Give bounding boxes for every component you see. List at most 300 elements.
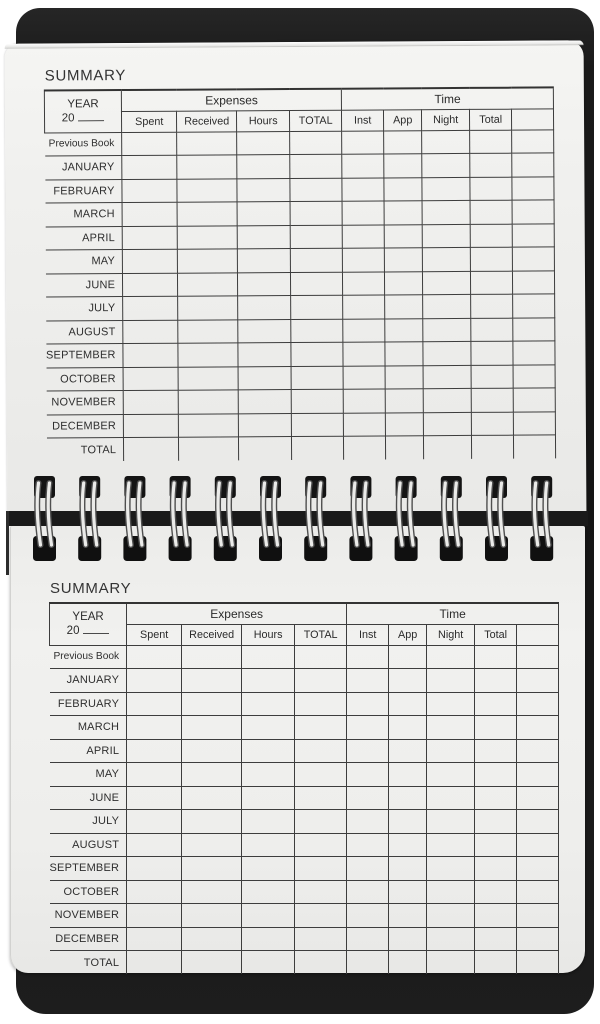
year-prefix: 20: [66, 625, 80, 638]
entry-cell: [389, 763, 427, 787]
entry-cell: [343, 412, 385, 436]
entry-cell: [182, 739, 242, 763]
row-label: JULY: [50, 810, 127, 834]
column-header: [517, 624, 559, 645]
row-label: FEBRUARY: [50, 692, 127, 716]
entry-cell: [290, 178, 342, 202]
entry-cell: [182, 645, 242, 669]
entry-cell: [123, 296, 178, 320]
entry-cell: [295, 951, 347, 975]
top-page-content: [5, 40, 587, 462]
entry-cell: [127, 786, 182, 810]
entry-cell: [384, 224, 422, 248]
entry-cell: [347, 645, 389, 669]
entry-cell: [295, 716, 347, 740]
entry-cell: [238, 296, 291, 320]
row-label: JUNE: [50, 786, 127, 810]
table-row: [46, 411, 555, 438]
table-row: [50, 716, 559, 740]
entry-cell: [237, 131, 290, 155]
column-header: Total: [475, 624, 517, 645]
entry-cell: [512, 247, 554, 271]
column-header: Inst: [342, 109, 384, 130]
table-row: [45, 223, 554, 250]
entry-cell: [427, 786, 475, 810]
entry-cell: [513, 270, 555, 294]
entry-cell: [517, 716, 559, 740]
entry-cell: [237, 155, 290, 179]
column-header: Hours: [237, 110, 290, 131]
row-label: MARCH: [45, 203, 122, 227]
entry-cell: [389, 880, 427, 904]
entry-cell: [385, 271, 423, 295]
entry-cell: [238, 272, 291, 296]
row-label: JANUARY: [45, 156, 122, 180]
table-row: [46, 294, 555, 321]
spiral-binding: [0, 470, 600, 576]
entry-cell: [343, 295, 385, 319]
entry-cell: [123, 273, 178, 297]
entry-cell: [127, 692, 182, 716]
entry-cell: [122, 226, 177, 250]
entry-cell: [427, 763, 475, 787]
entry-cell: [517, 880, 559, 904]
entry-cell: [517, 669, 559, 693]
entry-cell: [127, 763, 182, 787]
row-label: NOVEMBER: [46, 391, 123, 415]
entry-cell: [386, 436, 424, 460]
entry-cell: [342, 224, 384, 248]
row-label: DECEMBER: [50, 927, 127, 951]
entry-cell: [123, 414, 178, 438]
entry-cell: [427, 857, 475, 881]
header-columns-row: [50, 624, 559, 645]
table-row: [50, 786, 559, 810]
column-header: TOTAL: [290, 110, 342, 131]
entry-cell: [471, 412, 513, 436]
row-label: SEPTEMBER: [46, 344, 123, 368]
entry-cell: [178, 390, 238, 414]
year-label: YEAR: [72, 611, 104, 624]
summary-table: [44, 86, 556, 461]
entry-cell: [182, 951, 242, 975]
table-row: [46, 341, 555, 368]
entry-cell: [475, 669, 517, 693]
table-header: [44, 87, 553, 132]
column-header: Night: [427, 624, 475, 645]
entry-cell: [295, 927, 347, 951]
table-row: [45, 176, 554, 203]
column-header: Night: [422, 109, 470, 130]
entry-cell: [517, 857, 559, 881]
entry-cell: [177, 131, 237, 155]
entry-cell: [422, 200, 470, 224]
entry-cell: [239, 437, 292, 461]
entry-cell: [295, 810, 347, 834]
entry-cell: [178, 366, 238, 390]
entry-cell: [470, 130, 512, 154]
entry-cell: [389, 739, 427, 763]
entry-cell: [177, 202, 237, 226]
table-row: [50, 951, 559, 975]
column-header: [512, 108, 554, 129]
entry-cell: [512, 176, 554, 200]
column-group-time: Time: [342, 87, 554, 109]
entry-cell: [347, 880, 389, 904]
entry-cell: [291, 295, 343, 319]
entry-cell: [177, 178, 237, 202]
entry-cell: [124, 437, 179, 461]
row-label: JANUARY: [50, 669, 127, 693]
entry-cell: [237, 178, 290, 202]
entry-cell: [470, 153, 512, 177]
entry-cell: [291, 366, 343, 390]
entry-cell: [517, 763, 559, 787]
entry-cell: [423, 271, 471, 295]
row-label: Previous Book: [45, 132, 122, 156]
entry-cell: [122, 202, 177, 226]
entry-cell: [517, 833, 559, 857]
table-body: [50, 645, 559, 974]
entry-cell: [178, 296, 238, 320]
entry-cell: [422, 224, 470, 248]
entry-cell: [238, 366, 291, 390]
entry-cell: [179, 437, 239, 461]
entry-cell: [182, 692, 242, 716]
entry-cell: [512, 223, 554, 247]
entry-cell: [471, 271, 513, 295]
entry-cell: [427, 833, 475, 857]
row-label: TOTAL: [46, 438, 123, 462]
entry-cell: [389, 810, 427, 834]
page-title: SUMMARY: [44, 67, 127, 85]
column-header: App: [389, 624, 427, 645]
entry-cell: [389, 833, 427, 857]
entry-cell: [343, 365, 385, 389]
entry-cell: [427, 645, 475, 669]
entry-cell: [343, 389, 385, 413]
entry-cell: [242, 880, 295, 904]
entry-cell: [182, 810, 242, 834]
entry-cell: [122, 155, 177, 179]
entry-cell: [389, 645, 427, 669]
entry-cell: [344, 436, 386, 460]
entry-cell: [127, 857, 182, 881]
entry-cell: [178, 343, 238, 367]
entry-cell: [290, 225, 342, 249]
entry-cell: [389, 669, 427, 693]
entry-cell: [182, 904, 242, 928]
entry-cell: [514, 435, 556, 459]
entry-cell: [427, 716, 475, 740]
entry-cell: [347, 904, 389, 928]
entry-cell: [122, 132, 177, 156]
entry-cell: [177, 155, 237, 179]
summary-table-container: [49, 602, 585, 974]
entry-cell: [123, 343, 178, 367]
entry-cell: [389, 786, 427, 810]
entry-cell: [347, 810, 389, 834]
entry-cell: [513, 364, 555, 388]
entry-cell: [127, 739, 182, 763]
entry-cell: [385, 412, 423, 436]
entry-cell: [513, 294, 555, 318]
entry-cell: [422, 177, 470, 201]
entry-cell: [127, 927, 182, 951]
entry-cell: [242, 763, 295, 787]
entry-cell: [475, 927, 517, 951]
entry-cell: [342, 201, 384, 225]
entry-cell: [242, 904, 295, 928]
entry-cell: [343, 342, 385, 366]
entry-cell: [177, 225, 237, 249]
entry-cell: [347, 763, 389, 787]
entry-cell: [242, 810, 295, 834]
year-cell: [44, 90, 121, 132]
entry-cell: [475, 857, 517, 881]
entry-cell: [347, 692, 389, 716]
entry-cell: [424, 435, 472, 459]
entry-cell: [295, 880, 347, 904]
entry-cell: [389, 857, 427, 881]
entry-cell: [291, 413, 343, 437]
entry-cell: [385, 295, 423, 319]
entry-cell: [290, 131, 342, 155]
entry-cell: [290, 248, 342, 272]
entry-cell: [517, 692, 559, 716]
entry-cell: [295, 763, 347, 787]
entry-cell: [347, 739, 389, 763]
entry-cell: [422, 247, 470, 271]
table-row: [50, 669, 559, 693]
entry-cell: [127, 645, 182, 669]
entry-cell: [427, 739, 475, 763]
entry-cell: [127, 716, 182, 740]
column-group-expenses: Expenses: [122, 89, 342, 111]
entry-cell: [295, 786, 347, 810]
entry-cell: [342, 154, 384, 178]
top-page: [5, 40, 587, 515]
entry-cell: [423, 341, 471, 365]
column-header: Hours: [242, 624, 295, 645]
entry-cell: [389, 716, 427, 740]
entry-cell: [475, 810, 517, 834]
table-row: [50, 739, 559, 763]
entry-cell: [242, 739, 295, 763]
entry-cell: [385, 342, 423, 366]
entry-cell: [127, 669, 182, 693]
bottom-page: [10, 526, 585, 973]
row-label: JULY: [46, 297, 123, 321]
entry-cell: [423, 412, 471, 436]
year-cell: [50, 603, 127, 645]
row-label: OCTOBER: [50, 880, 127, 904]
entry-cell: [427, 669, 475, 693]
entry-cell: [423, 388, 471, 412]
entry-cell: [182, 880, 242, 904]
page-edge-line: [6, 511, 9, 575]
header-group-row: [50, 603, 559, 624]
entry-cell: [389, 951, 427, 975]
entry-cell: [290, 154, 342, 178]
entry-cell: [384, 130, 422, 154]
table-row: [46, 435, 555, 462]
entry-cell: [423, 365, 471, 389]
entry-cell: [475, 833, 517, 857]
entry-cell: [177, 249, 237, 273]
entry-cell: [127, 951, 182, 975]
entry-cell: [178, 413, 238, 437]
column-header: Received: [177, 110, 237, 131]
entry-cell: [427, 810, 475, 834]
entry-cell: [347, 951, 389, 975]
entry-cell: [242, 645, 295, 669]
entry-cell: [512, 200, 554, 224]
table-row: [50, 692, 559, 716]
entry-cell: [475, 786, 517, 810]
entry-cell: [385, 365, 423, 389]
row-label: TOTAL: [50, 951, 127, 975]
row-label: DECEMBER: [46, 414, 123, 438]
table-row: [45, 247, 554, 274]
entry-cell: [512, 129, 554, 153]
entry-cell: [427, 951, 475, 975]
table-row: [45, 270, 554, 297]
row-label: SEPTEMBER: [50, 857, 127, 881]
entry-cell: [471, 318, 513, 342]
entry-cell: [122, 179, 177, 203]
entry-cell: [343, 271, 385, 295]
entry-cell: [291, 342, 343, 366]
entry-cell: [517, 810, 559, 834]
entry-cell: [347, 669, 389, 693]
entry-cell: [517, 786, 559, 810]
entry-cell: [475, 951, 517, 975]
table-row: [50, 833, 559, 857]
entry-cell: [513, 317, 555, 341]
row-label: APRIL: [45, 226, 122, 250]
table-row: [46, 364, 555, 391]
entry-cell: [384, 201, 422, 225]
entry-cell: [513, 411, 555, 435]
entry-cell: [178, 272, 238, 296]
table-row: [50, 857, 559, 881]
row-label: Previous Book: [50, 645, 127, 669]
row-label: OCTOBER: [46, 367, 123, 391]
entry-cell: [475, 763, 517, 787]
entry-cell: [471, 388, 513, 412]
column-header: Received: [182, 624, 242, 645]
entry-cell: [389, 927, 427, 951]
entry-cell: [475, 880, 517, 904]
entry-cell: [237, 225, 290, 249]
entry-cell: [182, 763, 242, 787]
table-row: [46, 317, 555, 344]
entry-cell: [347, 927, 389, 951]
table-body: [45, 129, 556, 461]
entry-cell: [385, 389, 423, 413]
entry-cell: [422, 130, 470, 154]
entry-cell: [384, 177, 422, 201]
bottom-page-content: [11, 526, 585, 974]
entry-cell: [295, 904, 347, 928]
entry-cell: [342, 177, 384, 201]
row-label: MARCH: [50, 716, 127, 740]
row-label: JUNE: [45, 273, 122, 297]
entry-cell: [384, 248, 422, 272]
entry-cell: [237, 202, 290, 226]
entry-cell: [178, 319, 238, 343]
column-header: Total: [470, 109, 512, 130]
entry-cell: [127, 904, 182, 928]
row-label: MAY: [50, 763, 127, 787]
entry-cell: [347, 857, 389, 881]
entry-cell: [342, 248, 384, 272]
entry-cell: [238, 319, 291, 343]
entry-cell: [182, 669, 242, 693]
entry-cell: [472, 435, 514, 459]
page-title: SUMMARY: [50, 580, 132, 597]
entry-cell: [291, 319, 343, 343]
entry-cell: [295, 692, 347, 716]
entry-cell: [475, 692, 517, 716]
entry-cell: [347, 716, 389, 740]
year-prefix-line: [50, 624, 126, 638]
entry-cell: [470, 224, 512, 248]
column-header: Spent: [122, 111, 177, 132]
entry-cell: [122, 249, 177, 273]
table-row: [45, 129, 554, 156]
entry-cell: [295, 669, 347, 693]
column-group-expenses: Expenses: [127, 603, 347, 624]
entry-cell: [475, 739, 517, 763]
entry-cell: [123, 320, 178, 344]
table-row: [45, 200, 554, 227]
entry-cell: [422, 153, 470, 177]
table-row: [46, 388, 555, 415]
entry-cell: [475, 645, 517, 669]
entry-cell: [512, 153, 554, 177]
entry-cell: [423, 294, 471, 318]
year-prefix: 20: [61, 112, 75, 125]
entry-cell: [242, 786, 295, 810]
entry-cell: [295, 857, 347, 881]
entry-cell: [385, 318, 423, 342]
entry-cell: [123, 367, 178, 391]
entry-cell: [291, 272, 343, 296]
entry-cell: [238, 390, 291, 414]
entry-cell: [423, 318, 471, 342]
entry-cell: [347, 833, 389, 857]
entry-cell: [295, 739, 347, 763]
entry-cell: [475, 904, 517, 928]
entry-cell: [127, 833, 182, 857]
entry-cell: [347, 786, 389, 810]
entry-cell: [517, 927, 559, 951]
entry-cell: [291, 389, 343, 413]
entry-cell: [389, 904, 427, 928]
entry-cell: [471, 365, 513, 389]
table-row: [50, 645, 559, 669]
table-row: [50, 810, 559, 834]
row-label: FEBRUARY: [45, 179, 122, 203]
entry-cell: [242, 692, 295, 716]
entry-cell: [517, 739, 559, 763]
entry-cell: [517, 904, 559, 928]
entry-cell: [342, 130, 384, 154]
entry-cell: [470, 200, 512, 224]
entry-cell: [242, 669, 295, 693]
